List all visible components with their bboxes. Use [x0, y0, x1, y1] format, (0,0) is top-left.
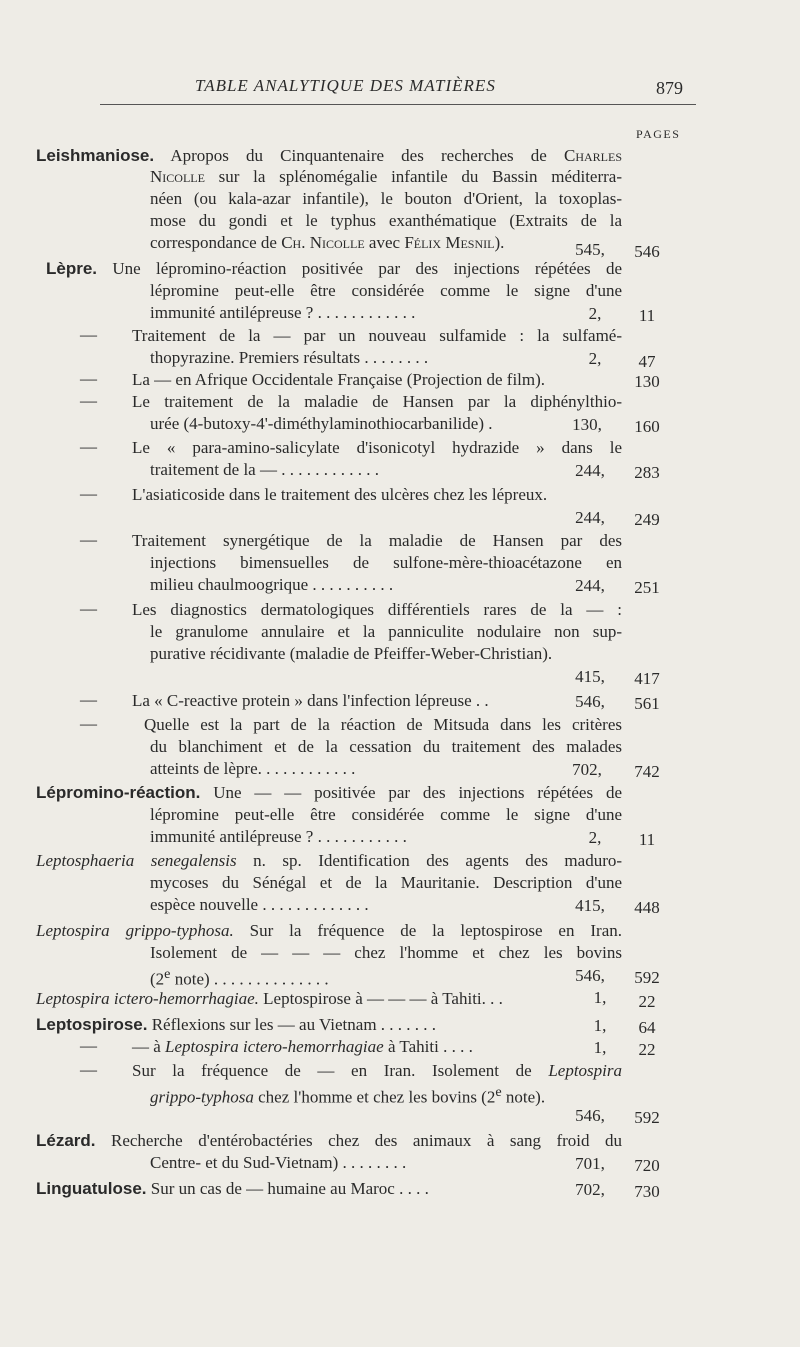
page-ref-start: 2, — [588, 304, 602, 323]
entry-line: La « C-reactive protein » dans l'infection lépreuse . . — [132, 691, 489, 710]
entry-line: le granulome annulaire et la panniculite nodulaire non sup- — [150, 622, 622, 641]
page-ref-end: 742 — [634, 762, 660, 781]
entry-line: lépromine peut-elle être considérée comme le signe d'une — [150, 805, 622, 824]
page-ref-start: 1, — [593, 1038, 607, 1057]
repeat-dash: — — [80, 530, 97, 549]
page-ref-start: 130, — [572, 415, 602, 434]
entry-heading: Leishmaniose. — [36, 146, 155, 165]
page-number: 879 — [656, 78, 683, 98]
repeat-dash: — — [80, 325, 97, 344]
entry-line: Centre- et du Sud-Vietnam) . . . . . . . . — [150, 1153, 407, 1172]
page-ref-end: 561 — [634, 694, 660, 713]
entry-line: — à Leptospira ictero-hemorrhagiae à Tahiti . . . . — [132, 1037, 473, 1056]
entry-line: atteints de lèpre. . . . . . . . . . . . — [150, 759, 356, 778]
page-ref-end: 592 — [634, 1108, 660, 1127]
entry-heading: Lézard. — [36, 1131, 96, 1150]
page-ref-start: 244, — [575, 508, 605, 527]
entry-line: correspondance de Ch. Nicolle avec Félix Mesnil). — [150, 233, 505, 252]
entry-line: purative récidivante (maladie de Pfeiffer-Weber-Christian). — [150, 644, 553, 663]
entry-line: Leptospira grippo-typhosa. Sur la fréquence de la leptospirose en Iran. — [36, 921, 622, 940]
page-ref-end: 592 — [634, 968, 660, 987]
entry-line: Nicolle sur la splénomégalie infantile du Bassin méditerra- — [150, 167, 623, 186]
page-ref-start: 546, — [575, 1106, 605, 1125]
repeat-dash: — — [80, 599, 97, 618]
page-ref-end: 130 — [634, 372, 660, 391]
page-ref-end: 64 — [638, 1018, 656, 1037]
entry-line: mycoses du Sénégal et de la Mauritanie. Description d'une — [150, 873, 622, 892]
page-ref-start: 244, — [575, 461, 605, 480]
entry-line: Le « para-amino-salicylate d'isonicotyl hydrazide » dans le — [132, 438, 622, 457]
entry-line: (2e note) . . . . . . . . . . . . . . — [150, 966, 329, 989]
entry-line: Les diagnostics dermatologiques différentiels rares de la — : — [132, 600, 622, 619]
entry-line: thopyrazine. Premiers résultats . . . . . . . . — [150, 348, 429, 367]
entry-line: néen (ou kala-azar infantile), le bouton d'Orient, la toxoplas- — [150, 189, 622, 208]
page-ref-start: 2, — [588, 828, 602, 847]
entry-line: La — en Afrique Occidentale Française (Projection de film). — [132, 370, 546, 389]
entry-heading: Leptospira grippo-typhosa. — [36, 921, 234, 940]
entry-line: Linguatulose. Sur un cas de — humaine au Maroc . . . . — [36, 1179, 429, 1198]
repeat-dash: — — [80, 690, 97, 709]
entry-heading: Lèpre. — [46, 259, 98, 278]
page-ref-start: 415, — [575, 667, 605, 686]
page-ref-end: 448 — [634, 898, 660, 917]
page-ref-end: 160 — [634, 417, 660, 436]
repeat-dash: — — [80, 391, 97, 410]
entry-line: Lèpre. Une lépromino-réaction positivée par des injections répétées de — [46, 259, 622, 278]
entry-line: mose du gondi et le typhus exanthématique (Extraits de la — [150, 211, 622, 230]
page-ref-end: 251 — [634, 578, 660, 597]
page-ref-end: 22 — [638, 1040, 656, 1059]
header-rule — [100, 104, 696, 105]
running-title: TABLE ANALYTIQUE DES MATIÈRES — [195, 76, 496, 95]
page-ref-end: 546 — [634, 242, 660, 261]
repeat-dash: — — [80, 714, 97, 733]
entry-line: Le traitement de la maladie de Hansen par la diphénylthio- — [132, 392, 622, 411]
page-ref-end: 417 — [634, 669, 660, 688]
page-ref-start: 1, — [593, 988, 607, 1007]
repeat-dash: — — [80, 1036, 97, 1055]
entry-heading: Lépromino-réaction. — [36, 783, 201, 802]
page-ref-end: 730 — [634, 1182, 660, 1201]
page-ref-start: 702, — [575, 1180, 605, 1199]
entry-line: Traitement synergétique de la maladie de Hansen par des — [132, 531, 622, 550]
page-ref-start: 2, — [588, 349, 602, 368]
page-ref-end: 283 — [634, 463, 660, 482]
page-ref-end: 22 — [638, 992, 656, 1011]
entry-line: Lépromino-réaction. Une — — positivée par des injections répétées de — [36, 783, 622, 802]
entry-line: milieu chaulmoogrique . . . . . . . . . . — [150, 575, 394, 594]
entry-line: L'asiaticoside dans le traitement des ulcères chez les lépreux. — [132, 485, 548, 504]
page-ref-start: 1, — [593, 1016, 607, 1035]
entry-line: Quelle est la part de la réaction de Mitsuda dans les critères — [144, 715, 622, 734]
entry-line: Leptospirose. Réflexions sur les — au Vietnam . . . . . . . — [36, 1015, 437, 1034]
repeat-dash: — — [80, 437, 97, 456]
page-ref-end: 249 — [634, 510, 660, 529]
entry-line: espèce nouvelle . . . . . . . . . . . . . — [150, 895, 369, 914]
page-ref-end: 47 — [638, 352, 656, 371]
page-ref-start: 546, — [575, 966, 605, 985]
entry-heading: Leptospirose. — [36, 1015, 148, 1034]
entry-line: immunité antilépreuse ? . . . . . . . . . . . — [150, 827, 407, 846]
page-ref-end: 11 — [638, 830, 656, 849]
entry-line: du blanchiment et de la cessation du traitement des malades — [150, 737, 622, 756]
entry-line: Isolement de — — — chez l'homme et chez les bovins — [150, 943, 622, 962]
entry-line: traitement de la — . . . . . . . . . . . . — [150, 460, 379, 479]
entry-heading: Leptospira ictero-hemorrhagiae. — [36, 989, 259, 1008]
pages-column-label: PAGES — [636, 127, 681, 141]
page-ref-end: 720 — [634, 1156, 660, 1175]
page-ref-start: 702, — [572, 760, 602, 779]
entry-heading: Linguatulose. — [36, 1179, 147, 1198]
entry-line: immunité antilépreuse ? . . . . . . . . . . . . — [150, 303, 416, 322]
entry-line: Sur la fréquence de — en Iran. Isolement de Leptospira — [132, 1061, 622, 1080]
repeat-dash: — — [80, 1060, 97, 1079]
page-ref-start: 545, — [575, 240, 605, 259]
entry-line: Leptospira ictero-hemorrhagiae. Leptospirose à — — — à Tahiti. . . — [36, 989, 503, 1008]
entry-line: lépromine peut-elle être considérée comme le signe d'une — [150, 281, 622, 300]
entry-line: injections bimensuelles de sulfone-mère-thioacétazone en — [150, 553, 622, 572]
repeat-dash: — — [80, 484, 97, 503]
page-ref-start: 546, — [575, 692, 605, 711]
page-ref-start: 415, — [575, 896, 605, 915]
entry-line: urée (4-butoxy-4'-diméthylaminothiocarbanilide) . — [150, 414, 493, 433]
entry-line: grippo-typhosa chez l'homme et chez les bovins (2e note). — [150, 1084, 546, 1107]
entry-line: Lézard. Recherche d'entérobactéries chez des animaux à sang froid du — [36, 1131, 622, 1150]
page-ref-start: 244, — [575, 576, 605, 595]
repeat-dash: — — [80, 369, 97, 388]
entry-heading: Leptosphaeria senegalensis — [36, 851, 237, 870]
entry-line: Traitement de la — par un nouveau sulfamide : la sulfamé- — [132, 326, 622, 345]
entry-line: Leptosphaeria senegalensis n. sp. Identification des agents des maduro- — [36, 851, 623, 870]
page-ref-end: 11 — [638, 306, 656, 325]
entry-line: Leishmaniose. Apropos du Cinquantenaire des recherches de Charles — [36, 146, 623, 165]
page-ref-start: 701, — [575, 1154, 605, 1173]
